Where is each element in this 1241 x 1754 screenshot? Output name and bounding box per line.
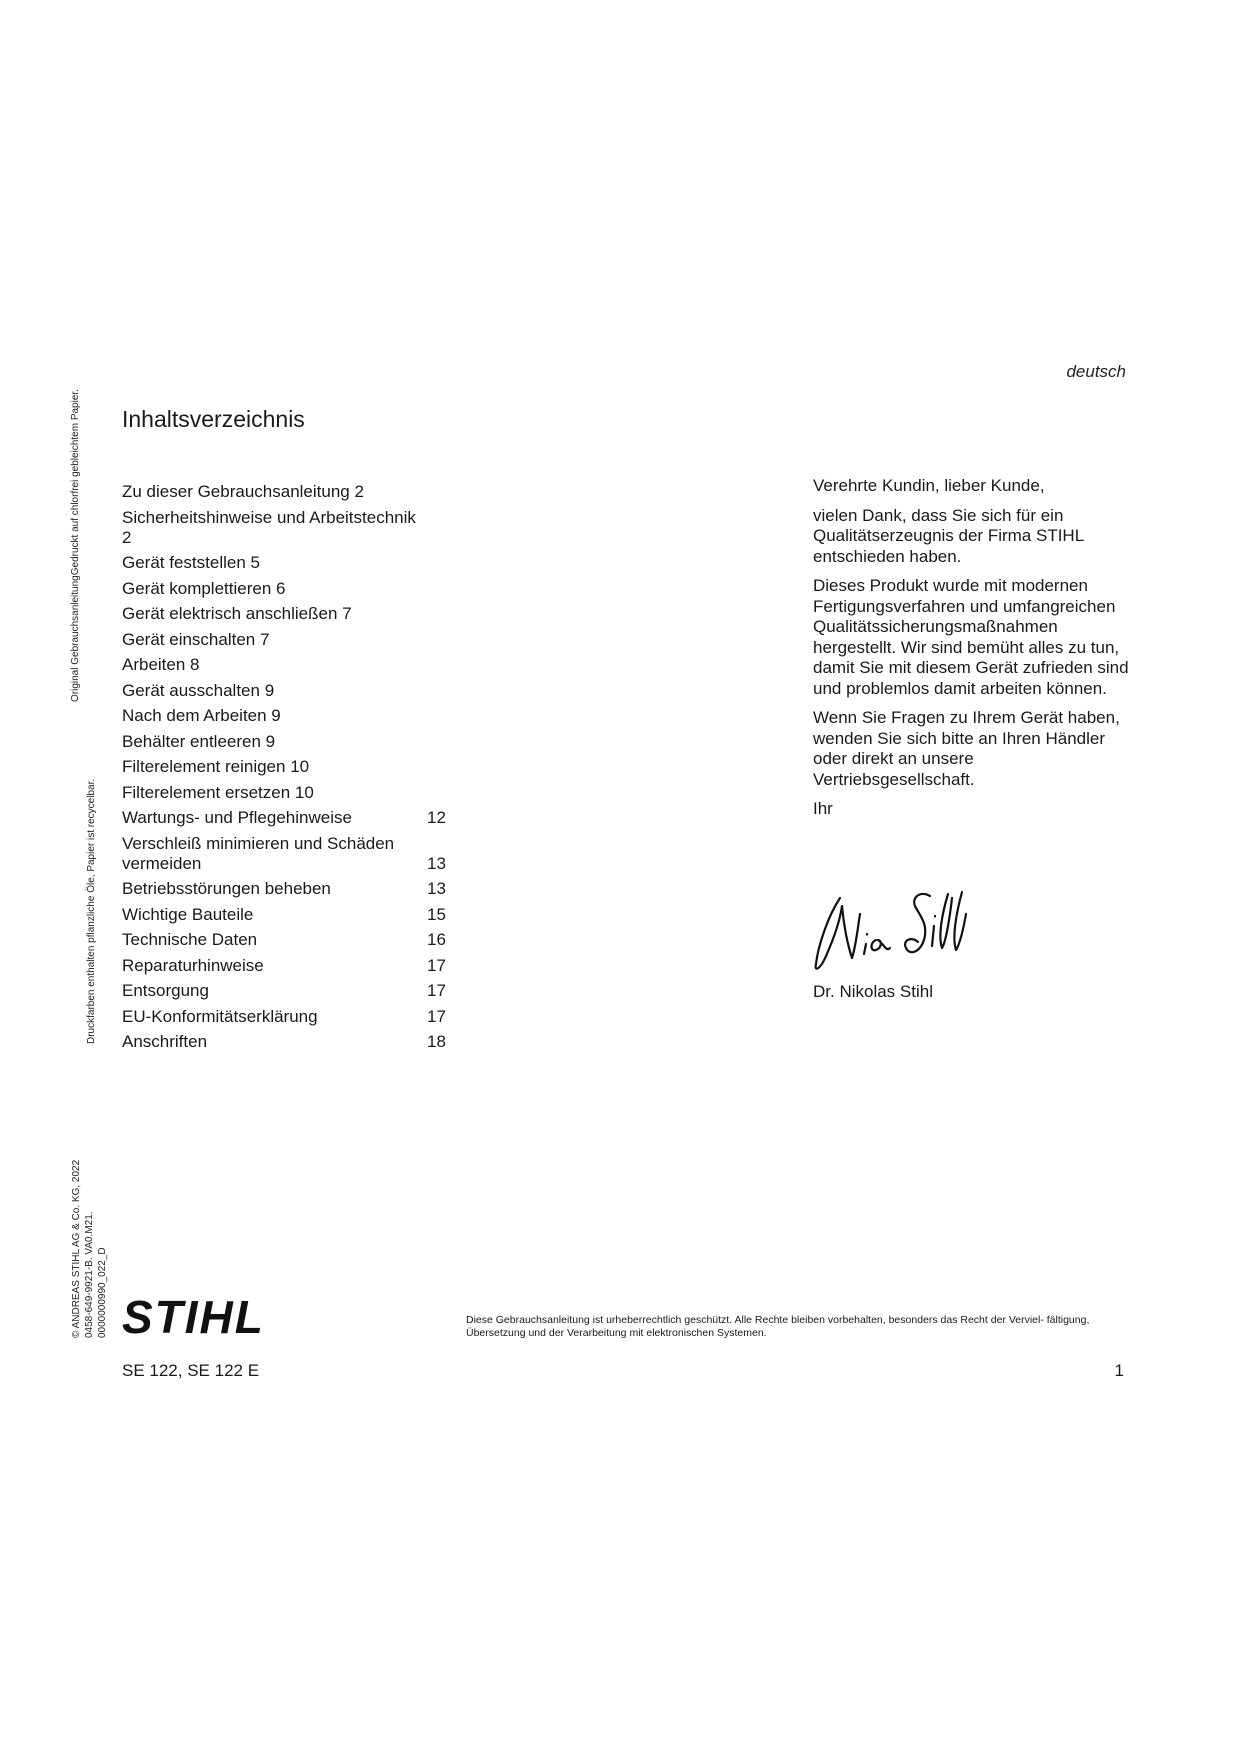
- toc-item-title: Gerät komplettieren 6: [122, 578, 286, 598]
- customer-letter: [813, 476, 1133, 829]
- print-note: Original GebrauchsanleitungGedruckt auf chlorfrei gebleichtem Papier.: [70, 389, 81, 702]
- toc-item[interactable]: [122, 879, 452, 899]
- toc-item[interactable]: [122, 604, 452, 624]
- handwritten-signature: [812, 886, 972, 976]
- toc-item[interactable]: [122, 930, 452, 950]
- toc-item[interactable]: [122, 508, 452, 548]
- toc-item[interactable]: [122, 482, 452, 502]
- toc-item-title: EU-Konformitätserklärung: [122, 1006, 318, 1026]
- table-of-contents: [122, 482, 452, 1058]
- toc-item-title: Behälter entleeren 9: [122, 731, 276, 751]
- stihl-logo: [120, 1290, 286, 1342]
- toc-item[interactable]: [122, 834, 452, 874]
- toc-item-page: 17: [427, 981, 446, 1000]
- letter-salutation: Verehrte Kundin, lieber Kunde,: [813, 476, 1045, 495]
- toc-item[interactable]: [122, 1007, 452, 1027]
- toc-item-title: Betriebsstörungen beheben: [122, 879, 331, 898]
- ink-note: Druckfarben enthalten pflanzliche Öle, Papier ist recycelbar.: [86, 778, 97, 1044]
- toc-item-title: Nach dem Arbeiten 9: [122, 706, 281, 725]
- toc-item-page: 13: [427, 853, 446, 873]
- toc-item-page: 18: [427, 1032, 446, 1051]
- toc-item-page: 13: [427, 879, 446, 898]
- toc-item-title: Reparaturhinweise: [122, 955, 264, 975]
- toc-item-title: Gerät feststellen 5: [122, 553, 260, 572]
- letter-paragraph: vielen Dank, dass Sie sich für ein Qualitätserzeugnis der Firma STIHL entschieden haben.: [813, 505, 1084, 566]
- toc-item[interactable]: [122, 981, 452, 1001]
- toc-item[interactable]: [122, 706, 452, 726]
- toc-item[interactable]: [122, 732, 452, 752]
- toc-item-title: Gerät elektrisch anschließen 7: [122, 604, 352, 623]
- toc-item[interactable]: [122, 579, 452, 599]
- toc-item-title: Gerät ausschalten 9: [122, 680, 275, 700]
- toc-item-page: 12: [427, 808, 446, 827]
- toc-item[interactable]: [122, 553, 452, 573]
- document-number-line: 0458-649-9921-B. VA0.M21.: [84, 1211, 95, 1338]
- language-label: deutsch: [1066, 362, 1126, 381]
- copyright-block: [70, 1160, 109, 1338]
- toc-item[interactable]: [122, 681, 452, 701]
- toc-item-title: Technische Daten: [122, 930, 258, 949]
- logo-text: STIHL: [122, 1291, 265, 1342]
- toc-item-title: Filterelement reinigen 10: [122, 757, 310, 776]
- letter-paragraph: Wenn Sie Fragen zu Ihrem Gerät haben, wenden Sie sich bitte an Ihren Händler oder direkt an unsere Vertriebsgesellschaft.: [813, 708, 1120, 789]
- letter-paragraph: Dieses Produkt wurde mit modernen Fertigungsverfahren und umfangreichen Qualitätssicherungsmaßnahmen hergestellt. Wir sind bemüht alles zu tun, damit Sie mit diesem Gerät zufrieden sind und problemlos damit arbeiten können.: [813, 576, 1129, 698]
- toc-item-title: Zu dieser Gebrauchsanleitung 2: [122, 482, 364, 501]
- toc-item-title: Wichtige Bauteile: [122, 904, 254, 924]
- toc-item[interactable]: [122, 956, 452, 976]
- toc-item-title: Arbeiten 8: [122, 655, 200, 674]
- toc-item-title: Wartungs- und Pflegehinweise: [122, 808, 352, 827]
- copyright-line: © ANDREAS STIHL AG & Co. KG, 2022: [71, 1159, 82, 1338]
- toc-item[interactable]: [122, 655, 452, 675]
- toc-item[interactable]: [122, 783, 452, 803]
- model-name: SE 122, SE 122 E: [122, 1361, 260, 1380]
- toc-item[interactable]: [122, 1032, 452, 1052]
- toc-item-page: 16: [427, 930, 446, 949]
- toc-item[interactable]: [122, 808, 452, 828]
- toc-item-title: Verschleiß minimieren und Schäden vermeiden: [122, 833, 395, 873]
- toc-item[interactable]: [122, 630, 452, 650]
- toc-item[interactable]: [122, 757, 452, 777]
- toc-item-title: Sicherheitshinweise und Arbeitstechnik 2: [122, 507, 416, 547]
- copyright-notice: Diese Gebrauchsanleitung ist urheberrechtlich geschützt. Alle Rechte bleiben vorbehalten, besonders das Recht der Verviel- fältigung, Übersetzung und der Verarbeitung mit elektronischen Systemen.: [466, 1314, 1090, 1339]
- toc-item-title: Entsorgung: [122, 981, 209, 1000]
- toc-title: Inhaltsverzeichnis: [122, 406, 305, 432]
- toc-item-title: Anschriften: [122, 1032, 208, 1051]
- letter-closing: Ihr: [813, 799, 833, 818]
- page-number: 1: [1114, 1361, 1124, 1380]
- document-code-line: 0000000990_022_D: [97, 1247, 108, 1338]
- toc-item-page: 17: [427, 1006, 446, 1026]
- toc-item-page: 15: [427, 904, 446, 924]
- signer-name: Dr. Nikolas Stihl: [813, 982, 933, 1001]
- toc-item-title: Filterelement ersetzen 10: [122, 782, 314, 802]
- toc-item-title: Gerät einschalten 7: [122, 629, 270, 649]
- toc-item-page: 17: [427, 955, 446, 975]
- toc-item[interactable]: [122, 905, 452, 925]
